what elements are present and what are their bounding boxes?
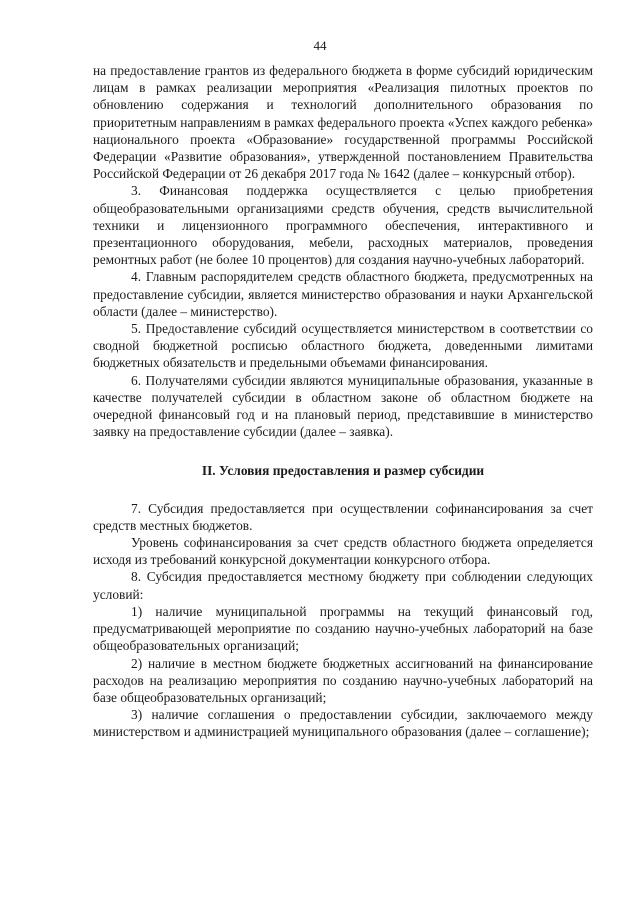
paragraph: на предоставление грантов из федерального бюджета в форме субсидий юридическим лицам в рамках реализации мероприятия «Реализация пилотных проектов по обновлению содержания и технологий дополнительного образования по приоритетным направлениям в рамках федерального проекта «Успех каждого ребенка» национального проекта «Образование» государственной программы Российской Федерации «Развитие образования», утвержденной постановлением Правительства Российской Федерации от 26 декабря 2017 года № 1642 (далее – конкурсный отбор). — [93, 63, 593, 182]
section-title: II. Условия предоставления и размер субсидии — [201, 463, 485, 479]
paragraphs-before-section — [93, 62, 593, 440]
paragraph: 7. Субсидия предоставляется при осуществлении софинансирования за счет средств местных бюджетов. — [93, 500, 593, 533]
paragraph: 1) наличие муниципальной программы на текущий финансовый год, предусматривающей мероприятие по созданию научно-учебных лабораторий на базе общеобразовательных организаций; — [93, 603, 593, 654]
paragraphs-after-section — [93, 500, 593, 741]
paragraph: 3) наличие соглашения о предоставлении субсидии, заключаемого между министерством и администрацией муниципального образования (далее – соглашение); — [93, 707, 593, 740]
document-body — [93, 62, 593, 741]
page-number: 44 — [313, 38, 327, 53]
paragraph: 6. Получателями субсидии являются муниципальные образования, указанные в качестве получателей субсидии в областном законе об областном бюджете на очередной финансовый год и на плановый период, представившие в министерство заявку на предоставление субсидии (далее – заявка). — [93, 372, 593, 440]
paragraph: 2) наличие в местном бюджете бюджетных ассигнований на финансирование расходов на реализацию мероприятия по созданию научно-учебных лабораторий на базе общеобразовательных организаций; — [93, 655, 593, 705]
paragraph: 4. Главным распорядителем средств областного бюджета, предусмотренных на предоставление субсидии, является министерство образования и науки Архангельской области (далее – министерство). — [93, 269, 593, 319]
paragraph: Уровень софинансирования за счет средств областного бюджета определяется исходя из требований конкурсной документации конкурсного отбора. — [93, 535, 593, 568]
paragraph: 5. Предоставление субсидий осуществляется министерством в соответствии со сводной бюджетной росписью областного бюджета, доведенными лимитами бюджетных обязательств и предельными объемами финансирования. — [93, 321, 593, 371]
paragraph: 3. Финансовая поддержка осуществляется с целью приобретения общеобразовательными организациями средств обучения, средств вычислительной техники и лицензионного программного обеспечения, интерактивного и презентационного оборудования, мебели, расходных материалов, проведения ремонтных работ (не более 10 процентов) для создания научно-учебных лабораторий. — [93, 183, 593, 268]
paragraph: 8. Субсидия предоставляется местному бюджету при соблюдении следующих условий: — [93, 569, 593, 602]
